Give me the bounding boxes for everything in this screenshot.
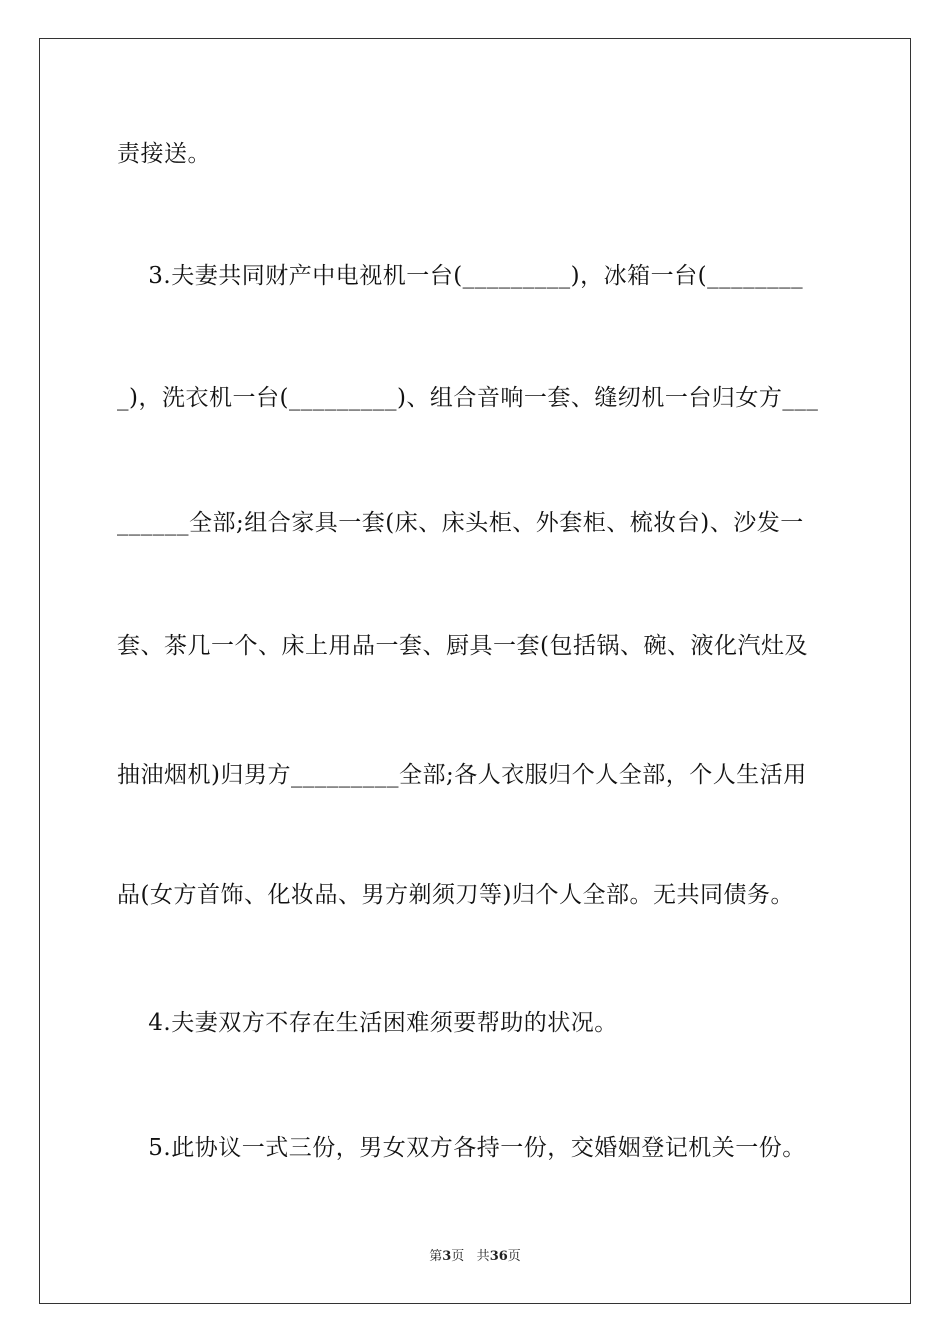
page-prefix: 第 — [429, 1249, 443, 1264]
text-line: 4.夫妻双方不存在生活困难须要帮助的状况。 — [117, 1010, 618, 1036]
total-prefix: 共 — [476, 1249, 490, 1264]
text-line: ______全部;组合家具一套(床、床头柜、外套柜、梳妆台)、沙发一 — [117, 510, 804, 536]
text-line: 抽油烟机)归男方_________全部;各人衣服归个人全部，个人生活用 — [117, 762, 807, 788]
text-line: 套、茶几一个、床上用品一套、厨具一套(包括锅、碗、液化汽灶及 — [117, 633, 808, 659]
page-number: 3 — [442, 1249, 452, 1264]
page-footer — [0, 1248, 950, 1266]
text-line: 5.此协议一式三份，男女双方各持一份，交婚姻登记机关一份。 — [117, 1135, 806, 1161]
text-line: _)，洗衣机一台(_________)、组合音响一套、缝纫机一台归女方___ — [117, 385, 819, 411]
text-line: 品(女方首饰、化妆品、男方剃须刀等)归个人全部。无共同债务。 — [117, 882, 794, 908]
page-border — [39, 38, 911, 1304]
text-line: 3.夫妻共同财产中电视机一台(_________)，冰箱一台(________ — [117, 263, 804, 289]
total-pages: 36 — [489, 1249, 508, 1264]
text-line: 责接送。 — [117, 141, 211, 167]
total-suffix: 页 — [507, 1249, 521, 1264]
page-suffix: 页 — [451, 1249, 465, 1264]
